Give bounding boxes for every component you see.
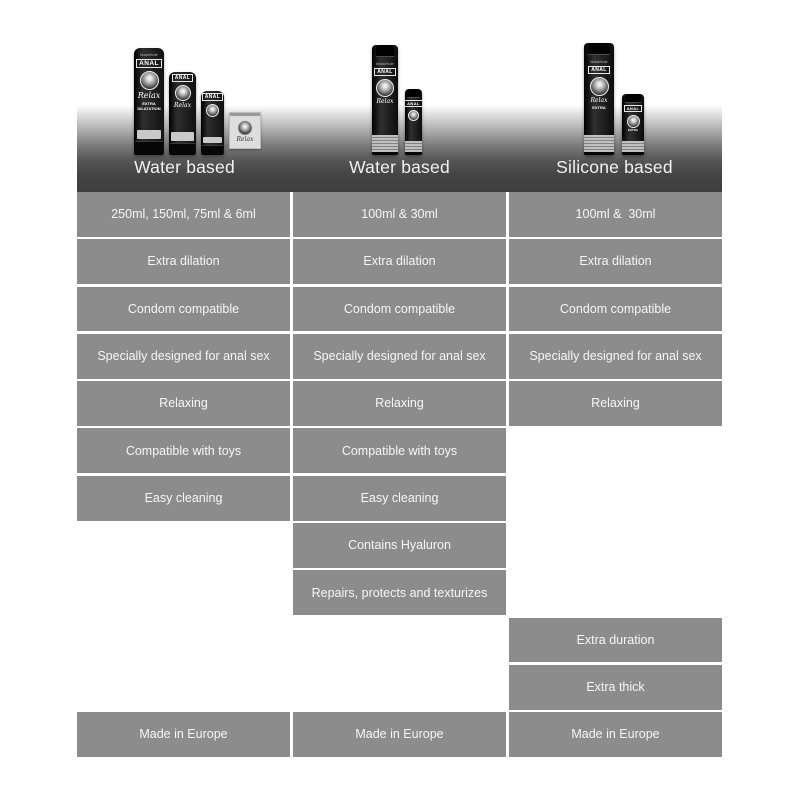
extra-label: EXTRA [592, 105, 606, 110]
table-cell: Extra dilation [77, 239, 290, 284]
gorilla-art-icon [175, 85, 191, 101]
tube-75ml [201, 91, 224, 155]
bottle-100ml [372, 45, 398, 155]
table-cell: Extra dilation [293, 239, 506, 284]
extra-label: EXTRA [627, 128, 639, 132]
comparison-table [77, 192, 722, 757]
bottle-cap [625, 94, 641, 103]
table-cell-empty [509, 428, 722, 473]
table-cell-empty [509, 476, 722, 521]
bottle-cap [407, 89, 419, 98]
gorilla-art-icon [140, 71, 159, 90]
table-cell: Specially designed for anal sex [509, 334, 722, 379]
table-cell-sizes: 100ml & 30ml [509, 192, 722, 237]
brand-label: blackHole [376, 61, 394, 66]
relax-script-label: Relax [137, 91, 161, 100]
brand-label: blackHole [590, 59, 608, 64]
product-name-label: ANAL [374, 68, 396, 76]
product-group-silicone-bottles [584, 43, 644, 155]
table-cell-empty [509, 523, 722, 568]
wolf-art-icon [376, 79, 394, 97]
table-cell: Compatible with toys [293, 428, 506, 473]
table-cell: Extra dilation [509, 239, 722, 284]
bottle-30ml [622, 94, 644, 155]
table-cell-empty [509, 570, 722, 615]
ingredients-strip [137, 130, 162, 139]
tube-250ml [134, 48, 164, 155]
table-cell: Easy cleaning [293, 476, 506, 521]
table-column-3 [509, 192, 722, 757]
table-cell: Extra thick [509, 665, 722, 710]
ingredients-strip [171, 132, 193, 141]
table-cell: Repairs, protects and texturizes [293, 570, 506, 615]
table-header-row [77, 147, 722, 187]
table-cell: Easy cleaning [77, 476, 290, 521]
product-name-label: ANAL [405, 100, 422, 107]
table-cell-sizes: 100ml & 30ml [293, 192, 506, 237]
table-cell: Condom compatible [509, 287, 722, 332]
table-cell-sizes: 250ml, 150ml, 75ml & 6ml [77, 192, 290, 237]
product-name-label: ANAL [624, 105, 643, 112]
table-cell: Specially designed for anal sex [293, 334, 506, 379]
bottle-100ml [584, 43, 614, 155]
relax-script-label: Relax [236, 136, 254, 143]
extra-dilatation-label: EXTRA DILATATION [137, 101, 161, 111]
table-cell: Relaxing [509, 381, 722, 426]
table-cell: Extra duration [509, 618, 722, 663]
relax-script-label: Relax [590, 97, 608, 104]
ingredients-strip [203, 137, 222, 143]
bottle-cap [376, 45, 395, 57]
bottle-30ml [405, 89, 422, 155]
product-name-label: ANAL [172, 74, 194, 82]
sachet-6ml [229, 112, 261, 149]
brand-label: blackHole [140, 52, 158, 57]
column-header-silicone-based: Silicone based [556, 156, 673, 177]
table-cell-empty [293, 665, 506, 710]
table-cell: Compatible with toys [77, 428, 290, 473]
table-cell: Relaxing [293, 381, 506, 426]
product-name-label: ANAL [202, 93, 224, 101]
table-cell: Specially designed for anal sex [77, 334, 290, 379]
deer-art-icon [590, 77, 609, 96]
table-cell: Condom compatible [293, 287, 506, 332]
table-cell-empty [293, 618, 506, 663]
tube-150ml [169, 72, 196, 155]
table-cell: Contains Hyaluron [293, 523, 506, 568]
relax-script-label: Relax [376, 98, 394, 105]
table-cell: Relaxing [77, 381, 290, 426]
table-column-1 [77, 192, 290, 757]
deer-art-icon [627, 115, 640, 128]
relax-script-label: Relax [174, 102, 191, 109]
table-cell-empty [77, 618, 290, 663]
table-column-2 [293, 192, 506, 757]
product-group-water-tubes [134, 48, 261, 155]
product-group-water-bottles [372, 45, 422, 155]
gorilla-art-icon [206, 104, 219, 117]
table-cell-empty [77, 523, 290, 568]
wolf-art-icon [408, 110, 419, 121]
table-cell-empty [77, 665, 290, 710]
column-header-water-based-1: Water based [134, 156, 235, 177]
bottle-cap [588, 43, 610, 55]
gorilla-art-icon [238, 121, 252, 135]
table-cell: Made in Europe [293, 712, 506, 757]
table-cell: Made in Europe [77, 712, 290, 757]
table-cell: Made in Europe [509, 712, 722, 757]
table-cell: Condom compatible [77, 287, 290, 332]
column-header-water-based-2: Water based [349, 156, 450, 177]
product-name-label: ANAL [588, 66, 610, 74]
table-cell-empty [77, 570, 290, 615]
product-name-label: ANAL [136, 59, 162, 68]
